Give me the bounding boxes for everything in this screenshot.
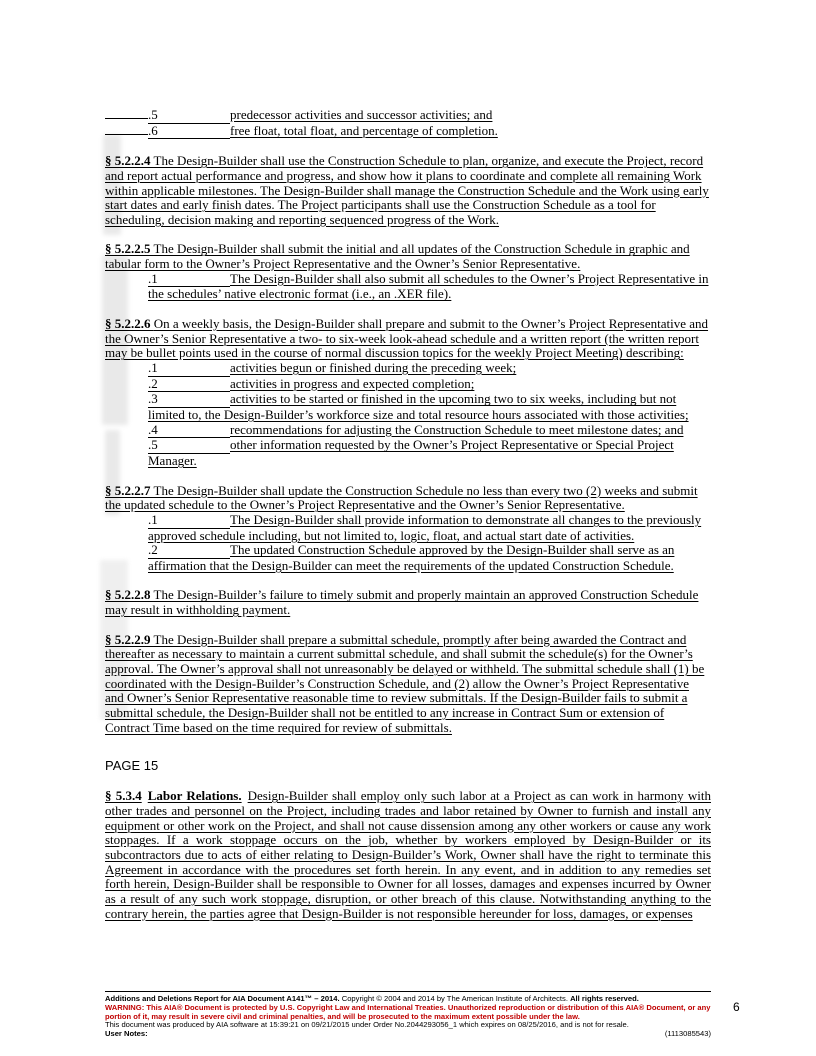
item-number: .2	[148, 377, 230, 393]
item-number: .1	[148, 513, 230, 529]
list-item	[148, 423, 711, 439]
tab-underline	[105, 134, 148, 135]
item-text: recommendations for adjusting the Construction Schedule to meet milestone dates; and	[230, 421, 684, 437]
item-text: The updated Construction Schedule approved by the Design-Builder shall serve as an affirmation that the Design-Builder can meet the requirements of the updated Construction Schedule.	[148, 542, 675, 574]
document-body	[105, 108, 711, 936]
item-number: .5	[148, 438, 230, 454]
section-title: Labor Relations.	[147, 788, 242, 804]
list-item	[148, 124, 711, 140]
user-notes-label: User Notes:	[105, 1029, 148, 1039]
item-text: activities to be started or finished in the upcoming two to six weeks, including but not limited to, the Design-Builder’s workforce size and total resource hours associated with those activities;	[148, 391, 689, 423]
section-5225	[105, 242, 711, 302]
item-text: activities begun or finished during the preceding week;	[230, 359, 517, 375]
list-item	[148, 392, 711, 422]
section-text: Design-Builder shall employ only such labor at a Project as can work in harmony with other trades and personnel on the Project, including trades and labor retained by Owner to furnish and install any equipment or other work on the Project, and shall not cause dissension among any other workers or cause any work stoppages. If a work stoppage occurs on the job, whether by workers employed by Design-Builder or its subcontractors due to acts of either relating to Design-Builder’s Work, Owner shall have the right to terminate this Agreement in accordance with the procedures set forth herein. In any event, and in addition to any remedies set forth herein, Design-Builder shall be responsible to Owner for all losses, damages and expenses incurred by Owner as a result of any such work stoppage, disruption, or other breach of this clause. Notwithstanding anything to the contrary herein, the parties agree that Design-Builder is not responsible hereunder for loss, damages, or expenses	[105, 788, 711, 921]
item-number: .6	[148, 124, 230, 140]
section-number: § 5.2.2.9	[105, 631, 151, 647]
list-item	[148, 361, 711, 377]
list-item	[148, 543, 711, 573]
page-marker: PAGE 15	[105, 758, 159, 774]
footer-user-notes	[105, 1030, 711, 1039]
item-text: activities in progress and expected completion;	[230, 375, 475, 391]
section-paragraph	[105, 484, 711, 513]
footer-produced-line: This document was produced by AIA software at 15:39:21 on 09/21/2015 under Order No.2044293056_1 which expires on 08/25/2016, and is not for resale.	[105, 1020, 629, 1030]
section-text: The Design-Builder’s failure to timely submit and properly maintain an approved Construction Schedule may result in withholding payment.	[105, 587, 699, 618]
section-paragraph	[105, 588, 711, 617]
page-number: 6	[733, 1000, 740, 1014]
continuation-list	[105, 108, 711, 139]
section-text: The Design-Builder shall prepare a submittal schedule, promptly after being awarded the Contract and thereafter as necessary to maintain a current submittal schedule, and shall submit the schedule(s) for the Owner’s approval. The Owner’s approval shall not unreasonably be delayed or withheld. The submittal schedule shall (1) be coordinated with the Design-Builder’s Construction Schedule, and (2) allow the Owner’s Project Representative and Owner’s Senior Representative reasonable time to review submittals. If the Design-Builder fails to submit a submittal schedule, the Design-Builder shall not be entitled to any increase in Contract Sum or extension of Contract Time based on the time required for review of submittals.	[105, 631, 705, 735]
section-paragraph	[105, 789, 711, 921]
section-number: § 5.2.2.5	[105, 241, 151, 257]
section-5226	[105, 317, 711, 469]
item-number: .1	[148, 272, 230, 288]
item-number: .1	[148, 361, 230, 377]
section-text: On a weekly basis, the Design-Builder shall prepare and submit to the Owner’s Project Representative and the Owner’s Senior Representative a two- to six-week look-ahead schedule and a written report (the written report may be bullet points used in the course of normal discussion topics for the weekly Project Meeting) describing:	[105, 315, 709, 361]
item-text: other information requested by the Owner’s Project Representative or Special Project Manager.	[148, 437, 674, 469]
section-text: The Design-Builder shall update the Construction Schedule no less than every two (2) weeks and submit the updated schedule to the Owner’s Project Representative and the Owner’s Senior Representative.	[105, 482, 698, 513]
section-5227	[105, 484, 711, 574]
section-5229	[105, 633, 711, 736]
section-5224	[105, 154, 711, 228]
item-number: .2	[148, 543, 230, 559]
section-text: The Design-Builder shall use the Construction Schedule to plan, organize, and execute the Project, record and report actual performance and progress, and show how it plans to coordinate and complete all remaining Work within applicable milestones. The Design-Builder shall manage the Construction Schedule and the Work using early start dates and early finish dates. The Project participants shall use the Construction Schedule as a tool for scheduling, decision making and reporting sequenced progress of the Work.	[105, 153, 709, 227]
footer-copyright-text: Copyright © 2004 and 2014 by The American Institute of Architects.	[341, 994, 571, 1003]
section-5228	[105, 588, 711, 617]
section-paragraph	[105, 317, 711, 361]
section-paragraph	[105, 633, 711, 736]
item-number: .3	[148, 392, 230, 408]
section-534	[105, 789, 711, 921]
list-item	[148, 513, 711, 543]
footer-report-title: Additions and Deletions Report for AIA Document A141™ – 2014.	[105, 994, 342, 1003]
list-item	[148, 377, 711, 393]
document-footer	[105, 991, 711, 1039]
section-number: § 5.2.2.4	[105, 153, 151, 169]
section-paragraph	[105, 242, 711, 271]
list-item	[148, 272, 711, 302]
item-number: .5	[148, 108, 230, 124]
section-text: The Design-Builder shall submit the initial and all updates of the Construction Schedule in graphic and tabular form to the Owner’s Project Representative and the Owner’s Senior Representative.	[105, 241, 690, 271]
section-number: § 5.2.2.8	[105, 587, 151, 603]
item-text: The Design-Builder shall also submit all schedules to the Owner’s Project Representative in the schedules’ native electronic format (i.e., an .XER file).	[148, 270, 709, 302]
footer-warning-text: WARNING: This AIA® Document is protected by U.S. Copyright Law and International Treaties. Unauthorized reproduction or distribution of this AIA® Document, or any portion of it, may result in severe civil and criminal penalties, and will be prosecuted to the maximum extent possible under the law.	[105, 1002, 711, 1021]
section-number: § 5.2.2.7	[105, 482, 151, 498]
tab-underline	[105, 118, 148, 119]
section-number: § 5.2.2.6	[105, 315, 151, 331]
list-item	[148, 108, 711, 124]
footer-rights-text: All rights reserved.	[570, 994, 639, 1003]
section-number: § 5.3.4	[105, 788, 142, 804]
item-text: free float, total float, and percentage of completion.	[230, 122, 498, 138]
item-text: predecessor activities and successor activities; and	[230, 107, 493, 122]
list-item	[148, 438, 711, 468]
item-number: .4	[148, 423, 230, 439]
item-text: The Design-Builder shall provide information to demonstrate all changes to the previously approved schedule including, but not limited to, logic, float, and actual start date of activities.	[148, 511, 702, 543]
user-notes-value: (1113085543)	[664, 1029, 711, 1039]
section-paragraph	[105, 154, 711, 228]
